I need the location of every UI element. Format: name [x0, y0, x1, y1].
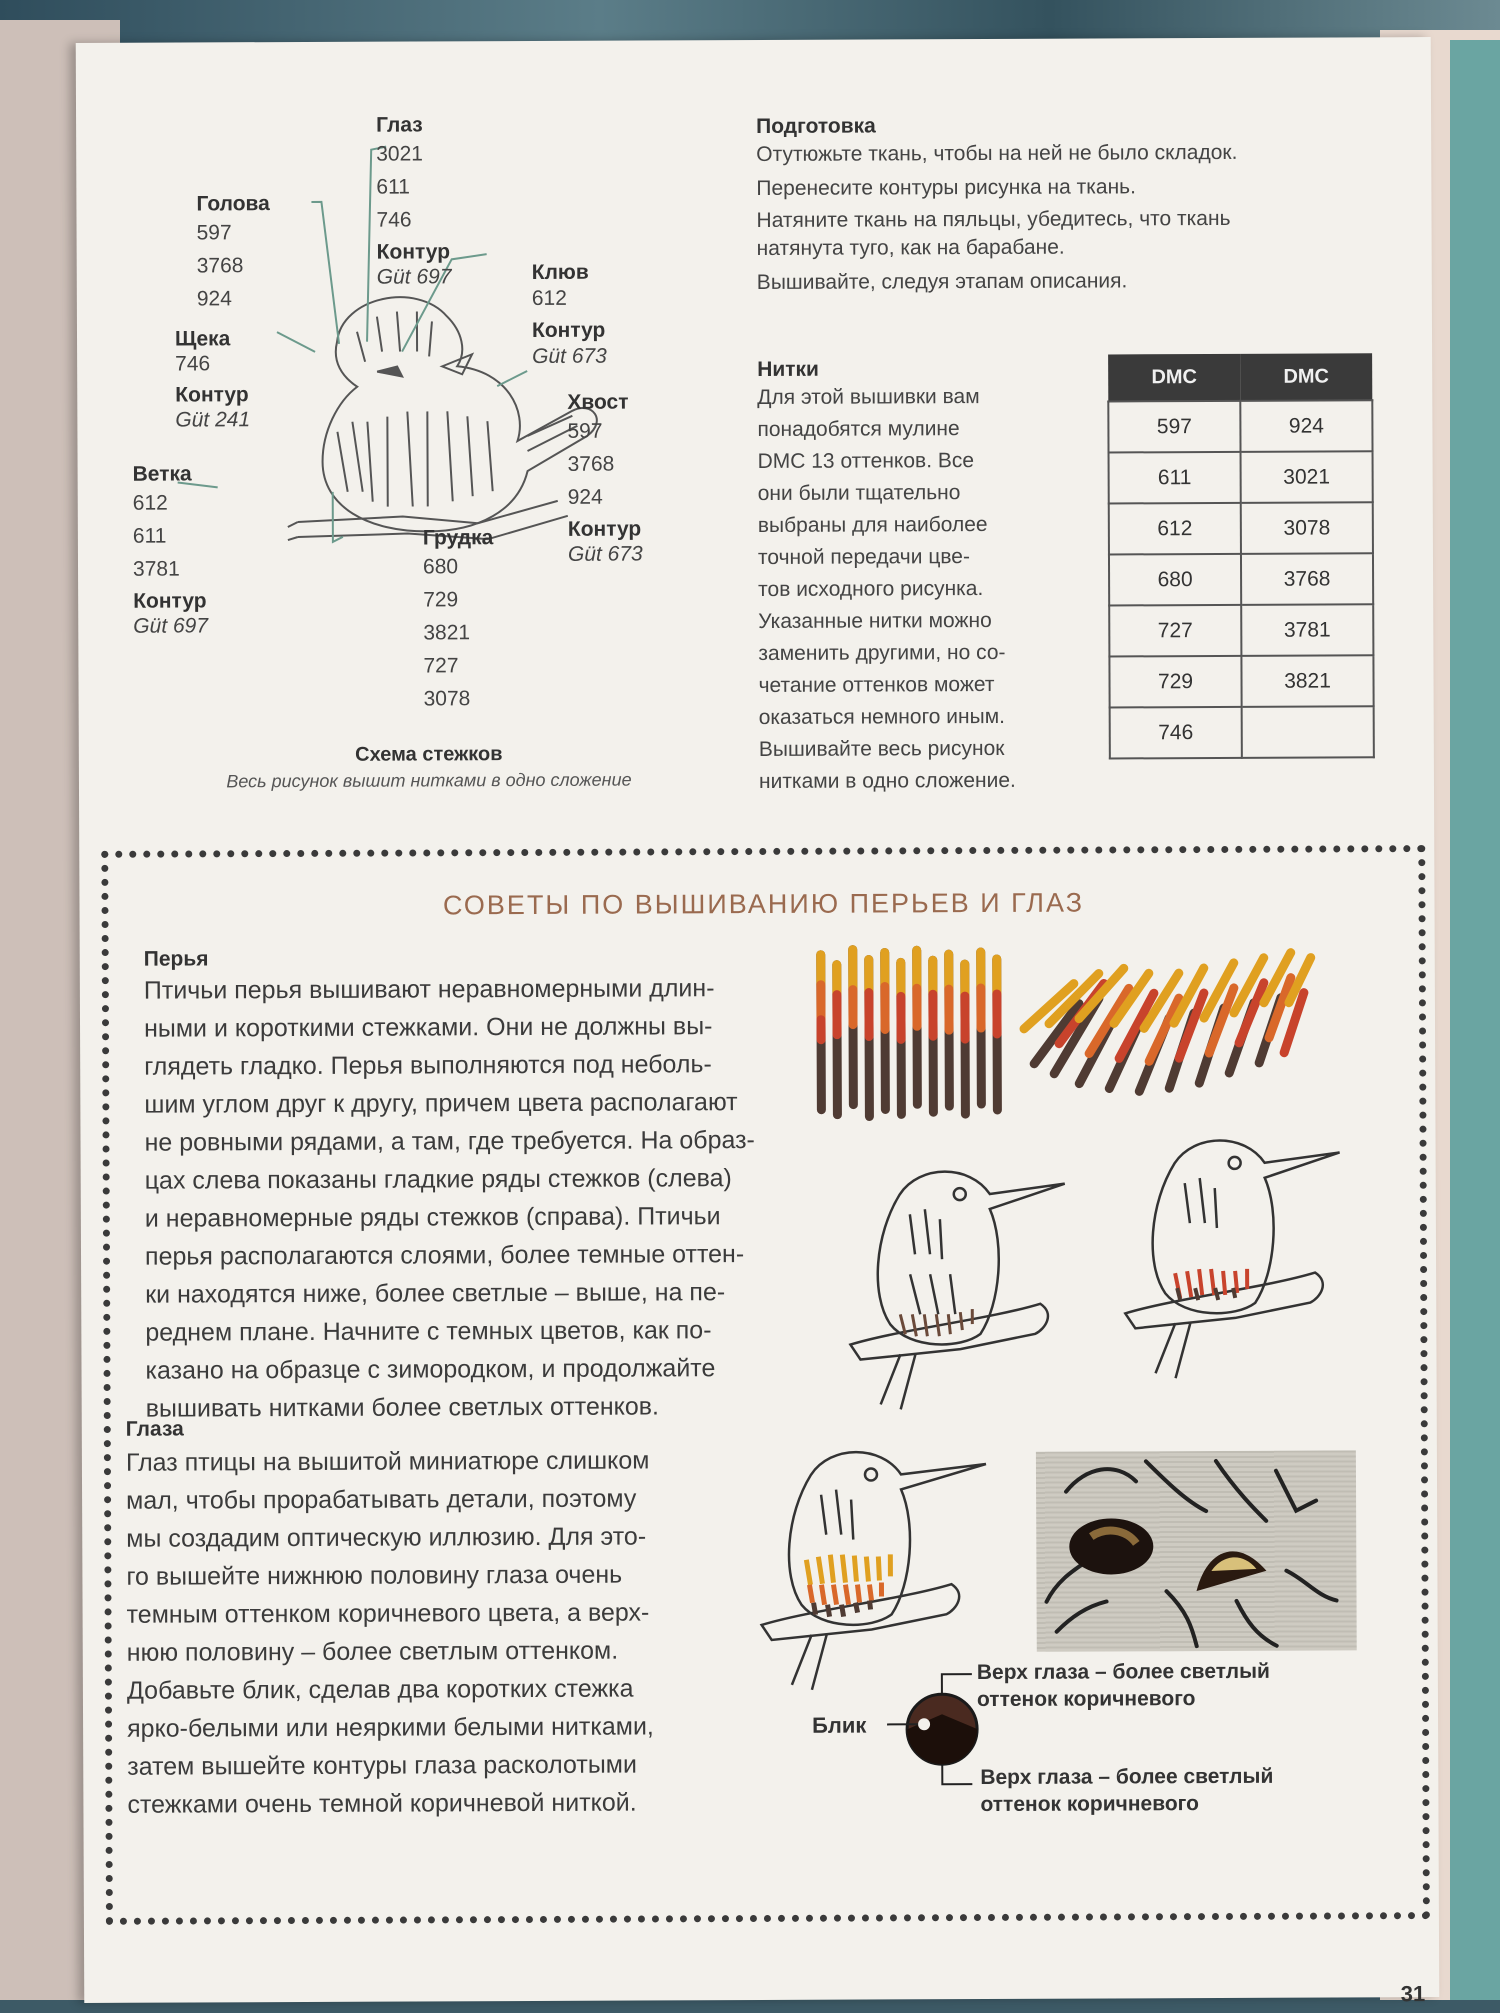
label-beak-contour-title: Контур	[531, 318, 606, 342]
threads-line: выбраны для наиболее	[757, 512, 988, 537]
eyes-line: ярко-белыми или неяркими белыми нитками,	[127, 1712, 654, 1743]
table-cell: 680	[1109, 554, 1241, 606]
threads-section	[757, 357, 1089, 798]
eyes-line: мал, чтобы прорабатывать детали, поэтому	[126, 1484, 637, 1515]
feathers-section	[144, 945, 786, 1428]
preparation-heading: Подготовка	[756, 114, 876, 138]
preparation-line: Натяните ткань на пяльцы, убедитесь, что ткань	[756, 206, 1231, 232]
label-head-value: 924	[196, 287, 232, 311]
label-cheek-contour-title: Контур	[175, 383, 249, 407]
eye-top-label-line: оттенок коричневого	[976, 1687, 1196, 1712]
table-cell: 3021	[1241, 451, 1373, 503]
eye-top-label	[977, 1658, 1270, 1713]
preparation-line: Вышивайте, следуя этапам описания.	[756, 269, 1128, 294]
eye-highlight	[918, 1718, 930, 1730]
uneven-stitch-sample	[1019, 943, 1320, 1114]
label-branch-value: 611	[132, 524, 167, 548]
label-tail-value: 597	[567, 419, 603, 443]
label-tail-value: 3768	[567, 452, 615, 476]
label-chest-title: Грудка	[422, 526, 494, 550]
eye-bottom-label-line: Верх глаза – более светлый	[980, 1764, 1274, 1790]
table-cell: 727	[1109, 605, 1241, 657]
table-row	[1109, 655, 1373, 707]
book-page	[76, 37, 1440, 2007]
label-chest	[423, 526, 494, 715]
threads-line: точной передачи цве-	[757, 545, 970, 569]
feathers-line: Птичьи перья вышивают неравномерными длин-	[143, 974, 715, 1005]
eyes-line: мы создадим оптическую иллюзию. Для это-	[126, 1522, 647, 1553]
table-row	[1109, 451, 1373, 503]
feathers-line: реднем плане. Начните с темных цветов, как по-	[145, 1316, 712, 1347]
preparation-line: Отутюжьте ткань, чтобы на ней не было складок.	[756, 140, 1238, 166]
diagram-caption-title: Схема стежков	[355, 743, 503, 766]
threads-line: DMC 13 оттенков. Все	[757, 449, 975, 473]
label-eye-value: 3021	[376, 142, 423, 166]
tips-title: СОВЕТЫ ПО ВЫШИВАНИЮ ПЕРЬЕВ И ГЛАЗ	[442, 887, 1085, 921]
label-eye-contour-value: Güt 697	[376, 265, 452, 289]
threads-line: оказаться немного иным.	[758, 704, 1006, 729]
label-tail	[567, 390, 643, 567]
label-head-value: 597	[196, 221, 232, 245]
dmc-thread-table	[1107, 353, 1375, 759]
feathers-line: ными и короткими стежками. Они не должны вы-	[143, 1012, 713, 1043]
label-branch-contour-title: Контур	[133, 589, 207, 613]
label-eye-title: Глаз	[376, 113, 423, 137]
feathers-line: ки находятся ниже, более светлые – выше, на пе-	[145, 1278, 726, 1309]
label-head	[196, 192, 270, 315]
threads-line: заменить другими, но со-	[758, 640, 1006, 665]
table-cell: 729	[1109, 656, 1241, 708]
label-chest-value: 3078	[423, 687, 471, 711]
kingfisher-sketch-1	[840, 1154, 1071, 1415]
embroidered-eye-photo	[1036, 1450, 1357, 1651]
threads-line: Для этой вышивки вам	[757, 385, 980, 409]
eye-highlight-label: Блик	[812, 1712, 867, 1738]
smooth-stitch-sample	[809, 944, 1010, 1125]
eyes-line: темным оттенком коричневого цвета, а верх-	[126, 1598, 650, 1629]
feathers-line: цах слева показаны гладкие ряды стежков (слева)	[144, 1164, 732, 1195]
label-eye-value: 746	[376, 208, 412, 232]
eyes-section	[126, 1415, 728, 1824]
table-row	[1109, 604, 1373, 656]
table-cell: 597	[1108, 401, 1240, 453]
book-cover-edge	[1450, 40, 1500, 2000]
label-eye	[376, 113, 452, 290]
table-header: DMC	[1108, 354, 1240, 402]
label-head-value: 3768	[196, 254, 244, 278]
feathers-line: перья располагаются слоями, более темные оттен-	[144, 1240, 745, 1271]
label-branch-value: 3781	[132, 557, 180, 581]
threads-line: они были тщательно	[757, 481, 961, 505]
label-branch-contour-value: Güt 697	[133, 614, 209, 638]
label-tail-value: 924	[567, 485, 603, 509]
feathers-line: казано на образце с зимородком, и продолжайте	[145, 1354, 716, 1385]
label-beak-value: 612	[531, 286, 567, 310]
label-chest-value: 729	[423, 588, 459, 612]
table-row	[1109, 553, 1373, 605]
threads-line: Указанные нитки можно	[758, 608, 992, 633]
label-tail-contour-value: Güt 673	[567, 542, 643, 566]
label-cheek	[175, 327, 250, 433]
kingfisher-sketch-2	[1114, 1122, 1345, 1383]
label-beak-contour-value: Güt 673	[532, 344, 607, 368]
eyes-line: стежками очень темной коричневой ниткой.	[127, 1788, 637, 1819]
eye-top-label-line: Верх глаза – более светлый	[976, 1659, 1270, 1685]
table-header: DMC	[1240, 353, 1372, 401]
label-cheek-contour-value: Güt 241	[175, 408, 251, 432]
threads-heading: Нитки	[757, 357, 819, 381]
table-cell: 3078	[1241, 502, 1373, 554]
embroidered-eye-photo-art	[1036, 1450, 1357, 1651]
label-tail-title: Хвост	[567, 390, 629, 414]
feathers-line: шим углом друг к другу, причем цвета располагают	[144, 1088, 738, 1119]
eye-bottom-label-line: оттенок коричневого	[980, 1792, 1200, 1817]
feathers-line: и неравномерные ряды стежков (справа). Птичьи	[144, 1202, 721, 1233]
label-beak	[532, 261, 607, 371]
diagram-caption	[219, 743, 639, 793]
table-cell	[1242, 706, 1374, 758]
table-row	[1110, 706, 1374, 758]
threads-line: нитками в одно сложение.	[758, 768, 1016, 793]
eyes-line: Глаз птицы на вышитой миниатюре слишком	[125, 1446, 650, 1477]
label-head-title: Голова	[196, 192, 270, 216]
table-cell: 924	[1240, 400, 1372, 452]
label-chest-value: 3821	[423, 621, 471, 645]
diagram-caption-subtitle: Весь рисунок вышит нитками в одно сложение	[226, 769, 632, 792]
label-chest-value: 727	[423, 654, 459, 678]
eyes-line: нюю половину – более светлым оттенком.	[126, 1636, 619, 1667]
table-row	[1109, 502, 1373, 554]
label-tail-contour-title: Контур	[567, 517, 642, 541]
threads-line: четание оттенков может	[758, 672, 995, 697]
tips-box	[101, 845, 1430, 1925]
preparation-line: натянута туго, как на барабане.	[756, 235, 1065, 260]
eyes-line: го вышейте нижнюю половину глаза очень	[126, 1560, 623, 1591]
label-cheek-value: 746	[175, 352, 211, 376]
label-branch	[133, 462, 209, 639]
table-cell: 611	[1109, 452, 1241, 504]
feathers-line: вышивать нитками более светлых оттенков.	[145, 1392, 660, 1423]
eyes-line: Добавьте блик, сделав два коротких стежка	[126, 1674, 634, 1705]
table-cell: 3821	[1241, 655, 1373, 707]
preparation-section	[756, 112, 1357, 299]
threads-line: понадобятся мулине	[757, 417, 960, 441]
table-cell: 3768	[1241, 553, 1373, 605]
feathers-line: глядеть гладко. Перья выполняются под неболь-	[144, 1050, 712, 1081]
feathers-heading: Перья	[143, 947, 209, 971]
table-cell: 3781	[1241, 604, 1373, 656]
threads-line: Вышивайте весь рисунок	[758, 736, 1005, 761]
label-cheek-title: Щека	[174, 327, 231, 351]
preparation-line: Перенесите контуры рисунка на ткань.	[756, 175, 1136, 200]
table-header-row	[1108, 353, 1372, 401]
label-beak-title: Клюв	[531, 260, 589, 284]
label-branch-title: Ветка	[132, 462, 192, 486]
eye-bottom-label	[980, 1763, 1273, 1818]
label-eye-value: 611	[376, 175, 410, 199]
label-eye-contour-title: Контур	[376, 240, 451, 264]
table-cell: 612	[1109, 503, 1241, 555]
threads-line: тов исходного рисунка.	[758, 577, 984, 601]
label-chest-value: 680	[422, 555, 459, 579]
eyes-heading: Глаза	[125, 1417, 184, 1441]
label-branch-value: 612	[132, 491, 168, 515]
table-row	[1108, 400, 1372, 452]
eyes-line: затем вышейте контуры глаза расколотыми	[127, 1750, 637, 1781]
table-cell: 746	[1110, 707, 1242, 759]
feathers-line: не ровными рядами, а там, где требуется. На образ-	[144, 1126, 755, 1157]
page-number: 31	[1400, 1981, 1426, 2007]
